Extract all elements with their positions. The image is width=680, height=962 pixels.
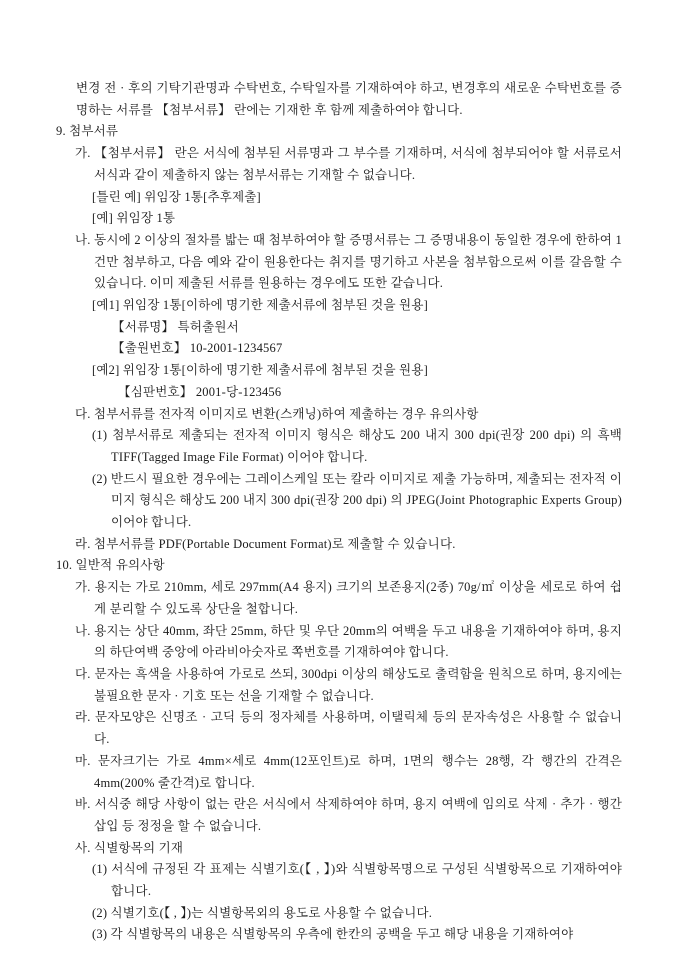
item-10-sa-2: (2) 식별기호(【 , 】)는 식별항목외의 용도로 사용할 수 없습니다.	[92, 905, 433, 920]
example-2: [예2] 위임장 1통[이하에 명기한 제출서류에 첨부된 것을 원용]	[92, 363, 428, 378]
item-9-da-1: (1) 첨부서류로 제출되는 전자적 이미지 형식은 해상도 200 내지 300 dpi(권장 200 dpi) 의 흑백 TIFF(Tagged Image File Format) 이어야 합니다.	[92, 428, 622, 464]
item-10-ba: 바. 서식중 해당 사항이 없는 란은 서식에서 삭제하여야 하며, 용지 여백에 임의로 삭제 · 추가 · 행간삽입 등 정정을 할 수 없습니다.	[75, 797, 622, 833]
section-10-heading: 10. 일반적 유의사항	[56, 558, 165, 573]
example-1-document-name: 【서류명】 특허출원서	[112, 319, 239, 334]
example-correct: [예] 위임장 1통	[92, 211, 176, 226]
paragraph-continuation-deposit-change: 변경 전 · 후의 기탁기관명과 수탁번호, 수탁일자를 기재하여야 하고, 변경후의 새로운 수탁번호를 증명하는 서류를 【첨부서류】 란에는 기재한 후 함께 제출하여야 합니다.	[76, 81, 622, 117]
section-9-heading: 9. 첨부서류	[56, 124, 119, 139]
item-10-sa-1: (1) 서식에 규정된 각 표제는 식별기호(【 , 】)와 식별항목명으로 구성된 식별항목으로 기재하여야 합니다.	[92, 862, 622, 899]
item-10-ra: 라. 문자모양은 신명조 · 고딕 등의 정자체를 사용하며, 이탤릭체 등의 문자속성은 사용할 수 없습니다.	[75, 710, 622, 747]
document-body	[56, 78, 622, 946]
example-1: [예1] 위임장 1통[이하에 명기한 제출서류에 첨부된 것을 원용]	[92, 298, 428, 313]
item-10-sa-3: (3) 각 식별항목의 내용은 식별항목의 우측에 한칸의 공백을 두고 해당 내용을 기재하여야	[92, 927, 574, 942]
item-10-sa: 사. 식별항목의 기재	[75, 840, 184, 855]
item-10-na: 나. 용지는 상단 40mm, 좌단 25mm, 하단 및 우단 20mm의 여백을 두고 내용을 기재하여야 하며, 용지의 하단여백 중앙에 아라비아숫자로 쪽번호를 기재하여야 합니다.	[75, 623, 622, 660]
item-9-na: 나. 동시에 2 이상의 절차를 밟는 때 첨부하여야 할 증명서류는 그 증명내용이 동일한 경우에 한하여 1건만 첨부하고, 다음 예와 같이 원용한다는 취지를 명기하고 사본을 첨부함으로써 이를 갈음할 수 있습니다. 이미 제출된 서류를 원용하는 경우에도 또한 같습니다.	[75, 232, 622, 291]
item-10-ma: 마. 문자크기는 가로 4mm×세로 4mm(12포인트)로 하며, 1면의 행수는 28행, 각 행간의 간격은 4mm(200% 줄간격)로 합니다.	[75, 753, 622, 790]
item-9-da: 다. 첨부서류를 전자적 이미지로 변환(스캐닝)하여 제출하는 경우 유의사항	[75, 406, 479, 421]
item-10-da: 다. 문자는 흑색을 사용하여 가로로 쓰되, 300dpi 이상의 해상도로 출력함을 원칙으로 하며, 용지에는 불필요한 문자 · 기호 또는 선을 기재할 수 없습니다.	[75, 666, 622, 703]
example-wrong: [틀린 예] 위임장 1통[추후제출]	[92, 189, 261, 204]
item-9-ga: 가. 【첨부서류】 란은 서식에 첨부된 서류명과 그 부수를 기재하며, 서식에 첨부되어야 할 서류로서 서식과 같이 제출하지 않는 첨부서류는 기재할 수 없습니다.	[75, 146, 622, 182]
item-9-da-2: (2) 반드시 필요한 경우에는 그레이스케일 또는 칼라 이미지로 제출 가능하며, 제출되는 전자적 이미지 형식은 해상도 200 내지 300 dpi(권장 200 dpi) 의 JPEG(Joint Photographic Experts Group) 이어야 합니다.	[92, 471, 622, 530]
item-9-ra: 라. 첨부서류를 PDF(Portable Document Format)로 제출할 수 있습니다.	[75, 536, 456, 551]
example-2-trial-number: 【심판번호】 2001-당-123456	[118, 384, 282, 399]
item-10-ga: 가. 용지는 가로 210mm, 세로 297mm(A4 용지) 크기의 보존용지(2종) 70g/㎡ 이상을 세로로 하여 쉽게 분리할 수 있도록 상단을 철합니다.	[75, 580, 622, 616]
example-1-application-number: 【출원번호】 10-2001-1234567	[112, 341, 283, 356]
